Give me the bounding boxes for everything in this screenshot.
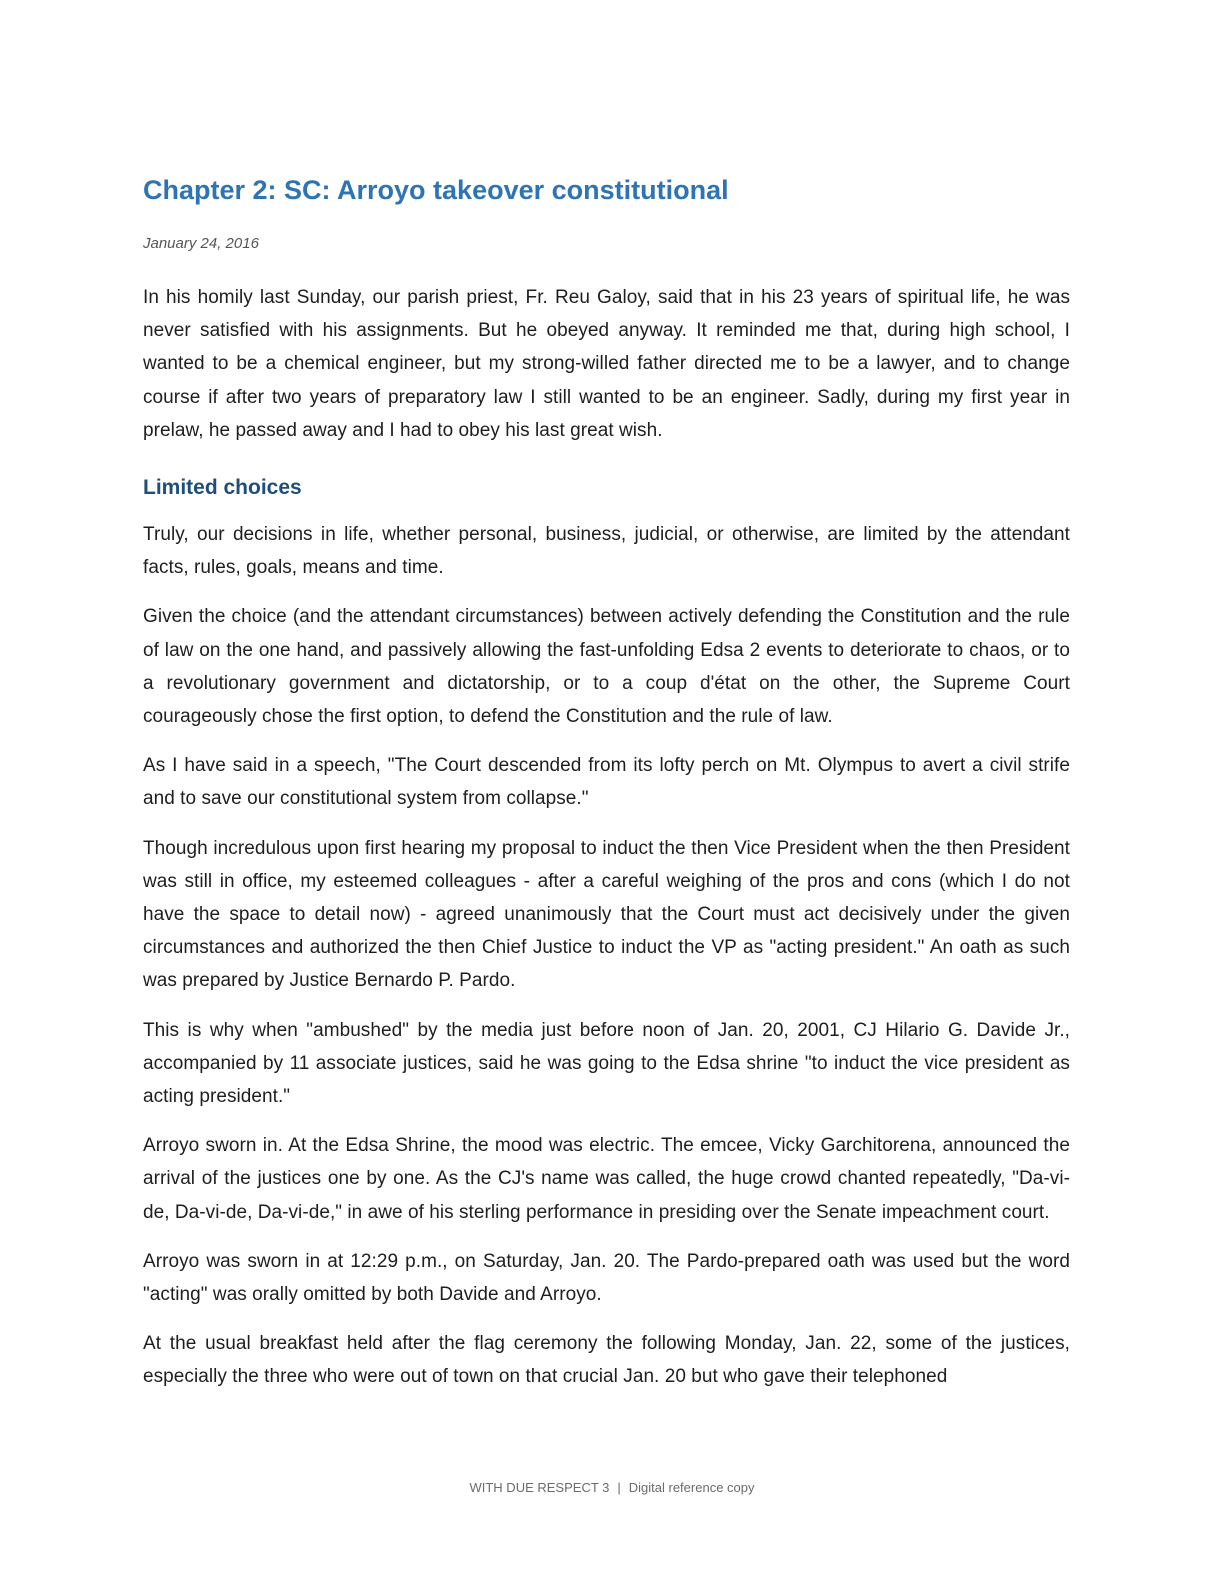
footer-separator: | xyxy=(617,1480,621,1495)
page-footer xyxy=(0,1478,1224,1498)
chapter-title: Chapter 2: SC: Arroyo takeover constitutional xyxy=(143,175,729,205)
body-paragraph: Arroyo sworn in. At the Edsa Shrine, the mood was electric. The emcee, Vicky Garchitorena, announced the arrival of the justices one by one. As the CJ's name was called, the huge crowd chanted repeatedly, "Da-vi-de, Da-vi-de, Da-vi-de," in awe of his sterling performance in presiding over the Senate impeachment court. xyxy=(143,1135,1070,1223)
intro-paragraph: In his homily last Sunday, our parish priest, Fr. Reu Galoy, said that in his 23 years of spiritual life, he was never satisfied with his assignments. But he obeyed anyway. It reminded me that, during high school, I wanted to be a chemical engineer, but my strong-willed father directed me to be a lawyer, and to change course if after two years of preparatory law I still wanted to be an engineer. Sadly, during my first year in prelaw, he passed away and I had to obey his last great wish. xyxy=(143,287,1070,441)
section-heading: Limited choices xyxy=(143,476,302,500)
footer-note: Digital reference copy xyxy=(628,1480,755,1495)
body-paragraph: This is why when "ambushed" by the media just before noon of Jan. 20, 2001, CJ Hilario G. Davide Jr., accompanied by 11 associate justices, said he was going to the Edsa shrine "to induct the vice president as acting president." xyxy=(143,1019,1070,1108)
body-paragraph: Arroyo was sworn in at 12:29 p.m., on Saturday, Jan. 20. The Pardo-prepared oath was used but the word "acting" was orally omitted by both Davide and Arroyo. xyxy=(143,1250,1070,1306)
body-paragraph: Truly, our decisions in life, whether personal, business, judicial, or otherwise, are limited by the attendant facts, rules, goals, means and time. xyxy=(143,524,1070,579)
body-paragraph: Given the choice (and the attendant circumstances) between actively defending the Constitution and the rule of law on the one hand, and passively allowing the fast-unfolding Edsa 2 events to deteriorate to chaos, or to a revolutionary government and dictatorship, or to a coup d'état on the other, the Supreme Court courageously chose the first option, to defend the Constitution and the rule of law. xyxy=(143,606,1070,728)
footer-book-label: WITH DUE RESPECT 3 xyxy=(469,1480,610,1495)
body-paragraph: As I have said in a speech, "The Court descended from its lofty perch on Mt. Olympus to avert a civil strife and to save our constitutional system from collapse." xyxy=(143,755,1070,810)
document-body xyxy=(143,170,1070,1394)
body-paragraph: At the usual breakfast held after the flag ceremony the following Monday, Jan. 22, some of the justices, especially the three who were out of town on that crucial Jan. 20 but who gave their telephoned xyxy=(143,1333,1070,1388)
body-paragraph: Though incredulous upon first hearing my proposal to induct the then Vice President when the then President was still in office, my esteemed colleagues - after a careful weighing of the pros and cons (which I do not have the space to detail now) - agreed unanimously that the Court must act decisively under the given circumstances and authorized the then Chief Justice to induct the VP as "acting president." An oath as such was prepared by Justice Bernardo P. Pardo. xyxy=(143,837,1070,992)
publication-date: January 24, 2016 xyxy=(143,235,259,252)
